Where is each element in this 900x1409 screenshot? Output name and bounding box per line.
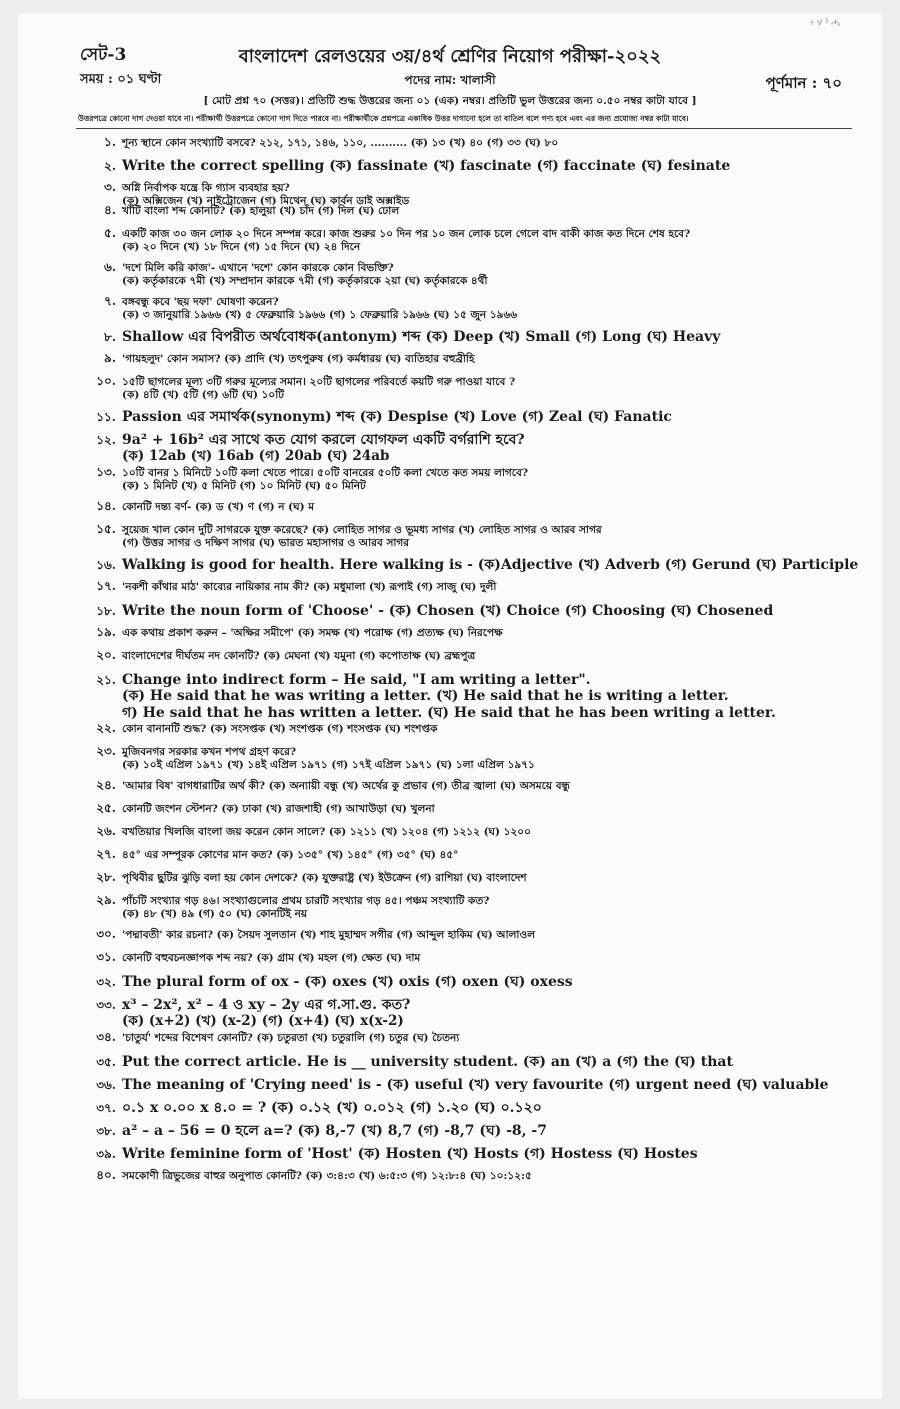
question-item [18,848,882,871]
question-item [18,779,882,802]
question-number: ৩৩. [96,998,116,1012]
question-options: (ক) কর্তৃকারকে ৭মী (খ) সম্প্রদান কারকে ৭মী (গ) কর্তৃকারকে ২য়া (ঘ) কর্তৃকারকে ৪র্থী [122,274,488,287]
question-number: ১. [104,135,116,149]
question-number: ১১. [96,410,116,424]
question-item [18,180,882,207]
question-options: (ক) 12ab (খ) 16ab (গ) 20ab (ঘ) 24ab [122,448,390,465]
question-text: বখতিয়ার খিলজি বাংলা জয় করেন কোন সালে? (ক) ১২১১ (খ) ১২০৪ (গ) ১২১২ (ঘ) ১২০০ [122,826,531,838]
question-item [18,1123,882,1146]
question-number: ৪. [104,203,116,217]
question-text: সমকোণী ত্রিভুজের বাহুর অনুপাত কোনটি? (ক) ৩:৪:৩ (খ) ৬:৫:৩ (গ) ১২:৮:৪ (ঘ) ১০:১২:৫ [122,1170,532,1182]
question-row [90,580,882,594]
question-text: ০.১ x ০.০০ x ৪.০ = ? (ক) ০.১২ (খ) ০.০১২ (গ) ১.২০ (ঘ) ০.১২০ [122,1100,542,1116]
question-row [90,825,882,839]
question-item [18,1100,882,1123]
question-item [18,158,882,181]
question-row [90,871,882,885]
question-text: Passion এর সমার্থক(synonym) শব্দ (ক) Despise (খ) Love (গ) Zeal (ঘ) Fanatic [122,409,672,425]
header-divider [76,128,852,129]
question-number: ৩১. [96,950,116,964]
question-item [18,500,882,523]
question-text: 'আমার বিষ' বাগধারাটির অর্থ কী? (ক) অন্যায়ী বন্ধু (খ) অর্থের কু প্রভাব (গ) তীব্র জ্বালা (ঘ) অসময়ে বন্ধু [122,780,570,792]
question-number: ১২. [96,433,116,447]
question-row [90,997,882,1013]
question-item [18,626,882,649]
question-item [18,227,882,261]
question-item [18,951,882,974]
question-number: ১০. [96,374,116,388]
question-row [90,1054,882,1070]
question-item [18,136,882,158]
question-text: কোন বানানটি শুদ্ধ? (ক) সংসপ্তক (খ) সংশপ্তক (গ) শংসপ্তক (ঘ) শংশপ্তক [122,723,438,735]
question-text: অগ্নি নির্বাপক যন্ত্রে কি গ্যাস ব্যবহার হয়? [122,182,290,194]
question-text: x³ – 2x², x² – 4 ও xy – 2y এর গ.সা.গু. কত? [122,997,411,1013]
question-number: ৩৬. [96,1078,116,1092]
question-item [18,871,882,894]
question-row [90,432,882,448]
question-options: (ক) ৪টি (খ) ৫টি (গ) ৬টি (ঘ) ১০টি [122,388,284,401]
question-item [18,295,882,329]
question-number: ৩৪. [96,1030,116,1044]
question-number: ১৬. [96,558,116,572]
question-text: শূন্য স্থানে কোন সংখ্যাটি বসবে? ২১২, ১৭১, ১৪৬, ১১০, .......... (ক) ১৩ (খ) ৪০ (গ) ৩৩ (ঘ) ৮০ [122,137,559,149]
question-row [90,500,882,514]
question-options: (ক) ১০ই এপ্রিল ১৯৭১ (খ) ১৪ই এপ্রিল ১৯৭১ (গ) ১৭ই এপ্রিল ১৯৭১ (ঘ) ১লা এপ্রিল ১৯৭১ [122,758,535,771]
question-text: The meaning of 'Crying need' is - (ক) useful (খ) very favourite (গ) urgent need (ঘ) valuable [122,1077,829,1093]
question-number: ১৭. [96,579,116,593]
question-number: ৭. [104,294,116,308]
question-options: (ক) He said that he was writing a letter. (খ) He said that he is writing a letter. [122,688,729,705]
set-label: সেট-3 [80,45,127,65]
question-row [90,557,882,573]
question-row [90,136,882,150]
post-name: পদের নাম: খালাসী [404,73,496,87]
question-text: এক কথায় প্রকাশ করুন – 'অক্ষির সমীপে' (ক) সমক্ষ (খ) পরোক্ষ (গ) প্রত্যক্ষ (ঘ) নিরপেক্ষ [122,627,503,639]
question-row [90,295,882,309]
question-item [18,1031,882,1054]
question-item [18,1054,882,1077]
question-number: ২৯. [96,893,116,907]
exam-duration: সময় : ০১ ঘণ্টা [80,72,162,87]
question-text: 'দশে মিলি করি কাজ'- এখানে 'দশে' কোন কারকে কোন বিভক্তি? [122,262,394,274]
question-number: ২৭. [96,847,116,861]
question-number: ৬. [104,260,116,274]
question-item [18,204,882,227]
question-item [18,466,882,500]
question-row [90,204,882,218]
question-text: 'চাতুর্য' শব্দের বিশেষণ কোনটি? (ক) চতুরতা (খ) চতুরালি (গ) চতুর (ঘ) চৈতন্য [122,1032,460,1044]
question-row [90,974,882,990]
question-number: ৩৭. [96,1101,116,1115]
question-list [18,136,882,1192]
question-row [90,745,882,759]
question-item [18,974,882,997]
question-text: মুজিবনগর সরকার কখন শপথ গ্রহণ করে? [122,746,297,758]
question-text: খাঁটি বাংলা শব্দ কোনটি? (ক) হালুয়া (খ) চাঁদ (গ) দিল (ঘ) ঢোল [122,205,400,217]
question-text: কোনটি জংশন স্টেশন? (ক) ঢাকা (খ) রাজশাহী (গ) আখাউড়া (ঘ) খুলনা [122,803,435,815]
question-options: (ক) ৩ জানুয়ারি ১৯৬৬ (খ) ৫ ফেব্রুয়ারি ১৯৬৬ (গ) ১ ফেব্রুয়ারি ১৯৬৬ (ঘ) ১৫ জুন ১৯৬৬ [122,308,518,321]
full-marks: পূর্ণমান : ৭০ [765,74,842,92]
question-row [90,1100,882,1116]
question-text: Write the noun form of 'Choose' - (ক) Chosen (খ) Choice (গ) Choosing (ঘ) Chosened [122,603,774,619]
question-row [90,523,882,537]
question-number: ২. [104,159,116,173]
question-item [18,672,882,722]
question-number: ৩৯. [96,1147,116,1161]
corner-mark: ፥ሃ¹ሓ [808,16,842,29]
question-number: ২৩. [96,744,116,758]
exam-title: বাংলাদেশ রেলওয়ের ৩য়/৪র্থ শ্রেণির নিয়োগ পরীক্ষা-২০২২ [238,46,662,67]
question-item [18,894,882,928]
question-row [90,158,882,174]
question-item [18,329,882,352]
question-row [90,649,882,663]
question-row [90,261,882,275]
question-number: ২৬. [96,824,116,838]
question-number: ২৫. [96,801,116,815]
question-text: Walking is good for health. Here walking is - (ক)Adjective (খ) Adverb (গ) Gerund (ঘ) Participle [122,557,859,573]
question-text: Write feminine form of 'Host' (ক) Hosten (খ) Hosts (গ) Hostess (ঘ) Hostes [122,1146,698,1162]
question-item [18,409,882,432]
question-text: ৪৫° এর সম্পূরক কোণের মান কত? (ক) ১৩৫° (খ) ১৪৫° (গ) ৩৫° (ঘ) ৪৫° [122,849,459,861]
question-number: ৪০. [96,1168,116,1182]
question-text: 'নকশী কাঁথার মাঠ' কাব্যের নায়িকার নাম কী? (ক) মধুমালা (খ) রূপাই (গ) সাজু (ঘ) দুলী [122,581,497,593]
question-options: (ক) ৪৮ (খ) ৪৯ (গ) ৫০ (ঘ) কোনটিই নয় [122,907,308,920]
question-number: ২২. [96,721,116,735]
instruction-line-1: [ মোট প্রশ্ন ৭০ (সত্তর)। প্রতিটি শুদ্ধ উত্তরের জন্য ০১ (এক) নম্বর। প্রতিটি ভুল উত্তরের জন্য ০.৫০ নম্বর কাটা যাবে ] [203,95,697,107]
question-row [90,951,882,965]
question-row [90,181,882,195]
question-text: Shallow এর বিপরীত অর্থবোধক(antonym) শব্দ (ক) Deep (খ) Small (গ) Long (ঘ) Heavy [122,329,721,345]
question-number: ৯. [104,351,116,365]
question-row [90,894,882,908]
question-number: ৮. [104,330,116,344]
question-row [90,722,882,736]
question-number: ৩৮. [96,1124,116,1138]
question-item [18,802,882,825]
question-row [90,1123,882,1139]
question-text: 9a² + 16b² এর সাথে কত যোগ করলে যোগফল একটি বর্গরাশি হবে? [122,432,525,448]
question-text: পাঁচটি সংখ্যার গড় ৪৬। সংখ্যাগুলোর প্রথম চারটি সংখ্যার গড় ৪৫। পঞ্চম সংখ্যাটি কত? [122,895,490,907]
question-number: ৩২. [96,975,116,989]
question-text: সুয়েজ খাল কোন দুটি সাগরকে যুক্ত করেছে? (ক) লোহিত সাগর ও ভূমধ্য সাগর (খ) লোহিত সাগর ও আরব সাগর [122,524,602,536]
question-number: ২৮. [96,870,116,884]
question-row [90,466,882,480]
question-options: (ক) ১ মিনিট (খ) ৫ মিনিট (গ) ১০ মিনিট (ঘ) ৫০ মিনিট [122,479,366,492]
question-item [18,722,882,745]
question-row [90,1146,882,1162]
question-number: ৫. [104,226,116,240]
question-item [18,375,882,409]
question-row [90,352,882,366]
question-row [90,802,882,816]
question-text: The plural form of ox - (ক) oxes (খ) oxis (গ) oxen (ঘ) oxess [122,974,573,990]
question-number: ২০. [96,648,116,662]
question-options: গ) He said that he has written a letter. (ঘ) He said that he has been writing a letter. [122,704,776,721]
question-text: Change into indirect form – He said, "I am writing a letter". [122,672,591,688]
question-item [18,745,882,779]
question-row [90,1169,882,1183]
question-item [18,649,882,672]
question-options: (ক) ২০ দিনে (খ) ১৮ দিনে (গ) ১৫ দিনে (ঘ) ২৪ দিনে [122,240,361,253]
question-text: বাংলাদেশের দীর্ঘতম নদ কোনটি? (ক) মেঘনা (খ) যমুনা (গ) কপোতাক্ষ (ঘ) ব্রহ্মপুত্র [122,650,476,662]
question-row [90,1077,882,1093]
question-item [18,1146,882,1169]
question-row [90,603,882,619]
question-row [90,626,882,640]
question-number: ৩০. [96,927,116,941]
instruction-line-2: উত্তরপত্রে কোনো দাগ দেওয়া যাবে না। পরীক্ষার্থী উত্তরপত্রে কোনো দাগ দিতে পারবে না। পরীক্ষার্থীকে প্রশ্নপত্রে একাধিক উত্তর দাগানো হলে তা বাতিল বলে গণ্য হবে এবং এর জন্য প্রযোজ্য নম্বর কাটা যাবে। [78,114,689,123]
question-item [18,1077,882,1100]
question-item [18,261,882,295]
question-row [90,329,882,345]
question-row [90,928,882,942]
question-text: a² – a – 56 = 0 হলে a=? (ক) 8,-7 (খ) 8,7 (গ) -8,7 (ঘ) -8, -7 [122,1123,547,1139]
question-options: (ক) অক্সিজেন (খ) নাইট্রোজেন (গ) মিথেন (ঘ) কার্বন ডাই অক্সাইড [122,194,410,207]
question-number: ২১. [96,673,116,687]
question-row [90,672,882,688]
question-number: ১৩. [96,465,116,479]
question-text: Put the correct article. He is __ university student. (ক) an (খ) a (গ) the (ঘ) that [122,1054,733,1070]
question-item [18,580,882,603]
question-options: (ক) (x+2) (খ) (x-2) (গ) (x+4) (ঘ) x(x-2) [122,1013,404,1030]
question-text: একটি কাজ ৩০ জন লোক ২০ দিনে সম্পন্ন করে। কাজ শুরুর ১০ দিন পর ১০ জন লোক চলে গেলে বাদ বাকী কাজ কত দিনে শেষ হবে? [122,228,691,240]
question-item [18,1169,882,1192]
question-row [90,409,882,425]
question-number: ২৪. [96,778,116,792]
question-number: ১৯. [96,625,116,639]
question-number: ১৫. [96,522,116,536]
question-number: ৩. [104,180,116,194]
question-text: ১৫টি ছাগলের মূল্য ৩টি গরুর মূল্যের সমান। ২০টি ছাগলের পরিবর্তে কয়টি গরু পাওয়া যাবে ? [122,376,516,388]
question-number: ১৮. [96,604,116,618]
question-row [90,375,882,389]
question-row [90,779,882,793]
exam-sheet [18,14,882,1399]
question-text: 'গায়হলুদ' কোন সমাস? (ক) প্রাদি (খ) তৎপুরুষ (গ) কর্মধারয় (ঘ) ব্যতিহার বহুব্রীহি [122,353,475,365]
question-item [18,557,882,580]
question-text: Write the correct spelling (ক) fassinate (খ) fascinate (গ) faccinate (ঘ) fesinate [122,158,731,174]
question-item [18,352,882,375]
question-row [90,1031,882,1045]
question-text: পৃথিবীর ছুটির ঝুড়ি বলা হয় কোন দেশকে? (ক) যুক্তরাষ্ট্র (খ) ইউক্রেন (গ) রাশিয়া (ঘ) বাংলাদেশ [122,872,527,884]
question-item [18,825,882,848]
question-number: ৩৫. [96,1055,116,1069]
question-text: বঙ্গবন্ধু কবে 'ছয় দফা' ঘোষণা করেন? [122,296,279,308]
question-text: ১০টি বানর ১ মিনিটে ১০টি কলা খেতে পারে। ৫০টি বানরের ৫০টি কলা খেতে কত সময় লাগবে? [122,467,529,479]
question-options: (গ) উত্তর সাগর ও দক্ষিণ সাগর (ঘ) ভারত মহাসাগর ও আরব সাগর [122,536,410,549]
question-text: কোনটি বহুবচনজ্ঞাপক শব্দ নয়? (ক) গ্রাম (খ) মহল (গ) ক্ষেত (ঘ) দাম [122,952,421,964]
question-number: ১৪. [96,499,116,513]
question-item [18,432,882,466]
question-item [18,928,882,951]
question-text: কোনটি দন্ত্য বর্ণ- (ক) ড (খ) ণ (গ) ন (ঘ) ম [122,501,315,513]
question-row [90,848,882,862]
question-item [18,997,882,1031]
question-row [90,227,882,241]
question-item [18,523,882,557]
question-text: 'পদ্মাবতী' কার রচনা? (ক) সৈয়দ সুলতান (খ) শাহ মুহাম্মদ সগীর (গ) আব্দুল হাকিম (ঘ) আলাওল [122,929,536,941]
question-item [18,603,882,626]
